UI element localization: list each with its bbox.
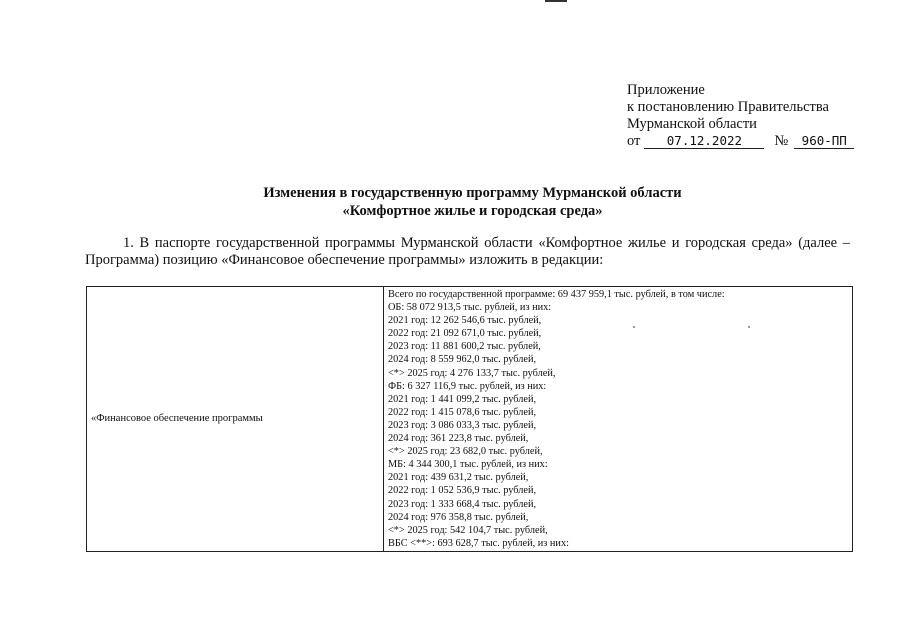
finance-line: ФБ: 6 327 116,9 тыс. рублей, из них: bbox=[388, 380, 547, 392]
finance-line: 2023 год: 1 333 668,4 тыс. рублей, bbox=[388, 498, 537, 510]
decree-number: 960-ПП bbox=[794, 133, 854, 149]
appendix-line-3: Мурманской области bbox=[627, 116, 757, 132]
finance-line: ВБС <**>: 693 628,7 тыс. рублей, из них: bbox=[388, 537, 569, 549]
appendix-line-2: к постановлению Правительства bbox=[627, 99, 829, 115]
finance-label-cell: «Финансовое обеспечение программы bbox=[87, 287, 384, 552]
finance-line: 2023 год: 3 086 033,3 тыс. рублей, bbox=[388, 419, 537, 431]
title-line-1: Изменения в государственную программу Мурманской области bbox=[263, 185, 682, 201]
finance-line: 2022 год: 1 052 536,9 тыс. рублей, bbox=[388, 485, 537, 497]
number-label: № bbox=[774, 133, 789, 149]
finance-line: МБ: 4 344 300,1 тыс. рублей, из них: bbox=[388, 459, 548, 471]
decree-date: 07.12.2022 bbox=[644, 133, 764, 149]
finance-line: <*> 2025 год: 542 104,7 тыс. рублей, bbox=[388, 524, 548, 536]
finance-line: 2021 год: 1 441 099,2 тыс. рублей, bbox=[388, 393, 537, 405]
finance-line: 2022 год: 1 415 078,6 тыс. рублей, bbox=[388, 406, 537, 418]
table-row bbox=[87, 287, 853, 552]
document-title bbox=[0, 184, 905, 220]
finance-line: 2024 год: 8 559 962,0 тыс. рублей, bbox=[388, 354, 537, 366]
finance-line: <*> 2025 год: 23 682,0 тыс. рублей, bbox=[388, 446, 543, 458]
finance-line: 2024 год: 361 223,8 тыс. рублей, bbox=[388, 433, 529, 445]
appendix-block bbox=[627, 82, 854, 150]
finance-line: 2024 год: 976 358,8 тыс. рублей, bbox=[388, 511, 529, 523]
finance-line: 2023 год: 11 881 600,2 тыс. рублей, bbox=[388, 341, 541, 353]
intro-paragraph: 1. В паспорте государственной программы Мурманской области «Комфортное жилье и городская среда» (далее – Программа) позицию «Финансовое обеспечение программы» изложить в редакции: bbox=[85, 235, 850, 268]
page-edge-mark bbox=[545, 0, 567, 5]
scan-speck bbox=[633, 326, 635, 328]
finance-values-cell bbox=[384, 287, 853, 552]
appendix-date-line bbox=[627, 133, 854, 150]
finance-table bbox=[86, 286, 853, 552]
finance-line: 2021 год: 12 262 546,6 тыс. рублей, bbox=[388, 315, 542, 327]
scan-speck bbox=[748, 326, 750, 328]
finance-line: 2021 год: 439 631,2 тыс. рублей, bbox=[388, 472, 529, 484]
finance-line: Всего по государственной программе: 69 437 959,1 тыс. рублей, в том числе: bbox=[388, 289, 725, 300]
title-line-2: «Комфортное жилье и городская среда» bbox=[342, 203, 603, 219]
finance-line: ОБ: 58 072 913,5 тыс. рублей, из них: bbox=[388, 302, 552, 314]
finance-line: <*> 2025 год: 4 276 133,7 тыс. рублей, bbox=[388, 367, 556, 379]
finance-line: 2022 год: 21 092 671,0 тыс. рублей, bbox=[388, 328, 542, 340]
from-label: от bbox=[627, 133, 641, 149]
appendix-line-1: Приложение bbox=[627, 82, 705, 98]
